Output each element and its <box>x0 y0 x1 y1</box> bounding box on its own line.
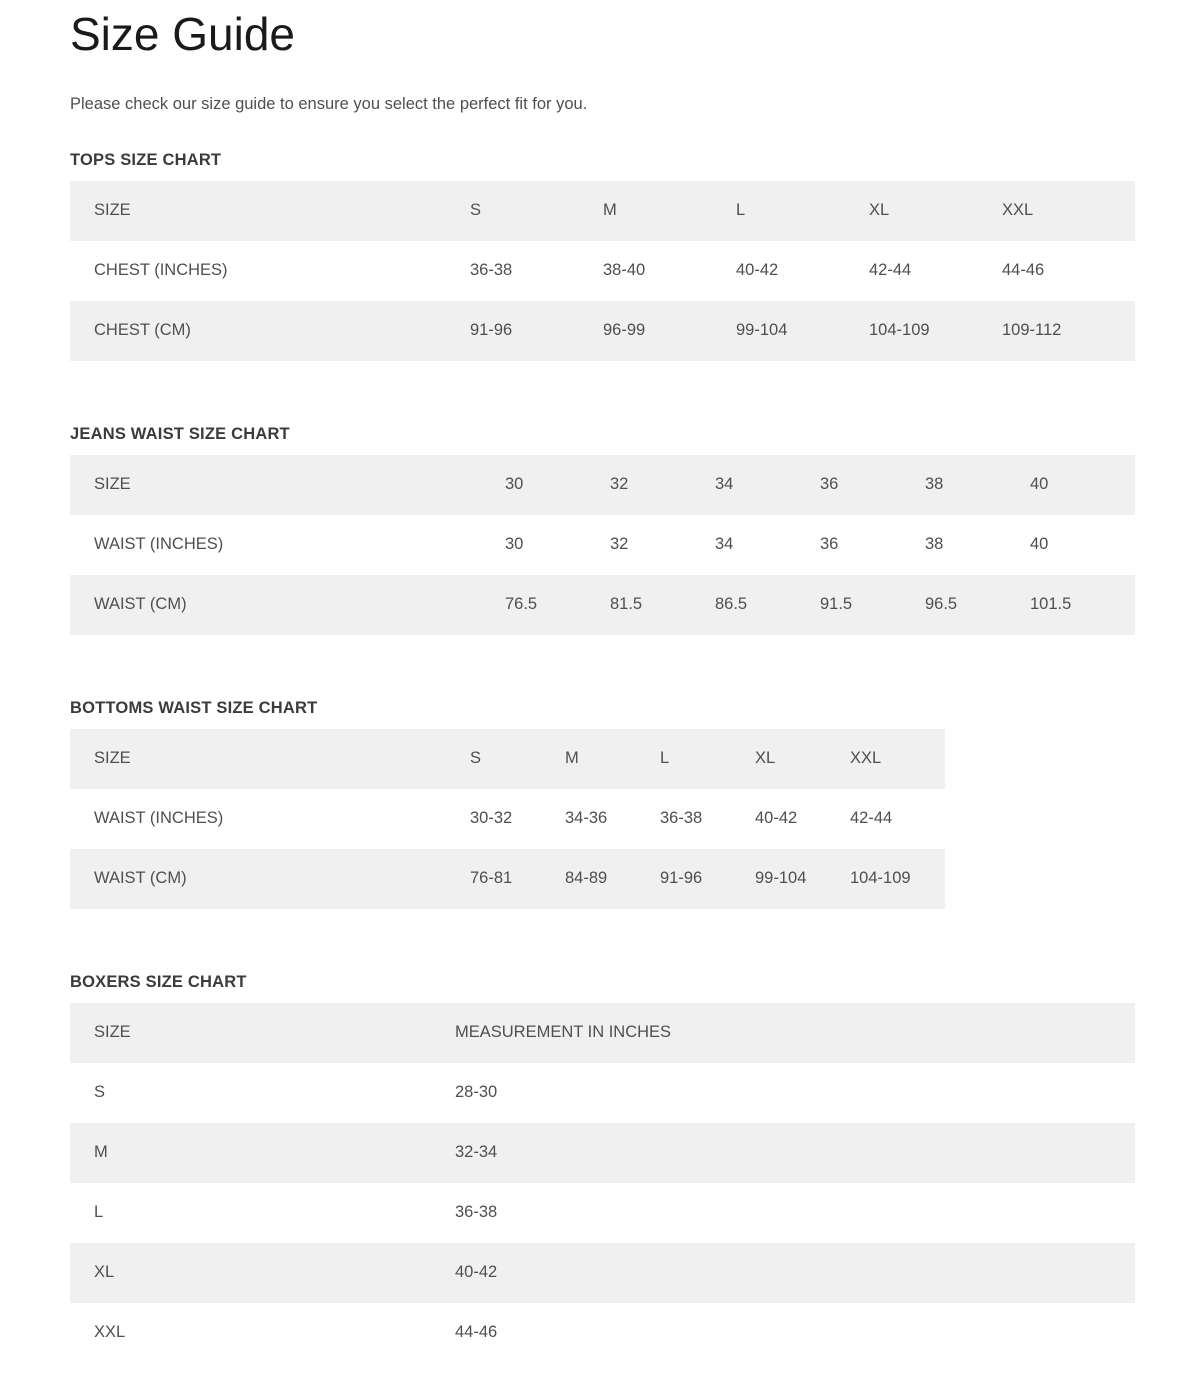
header-cell: MEASUREMENT IN INCHES <box>455 1023 672 1042</box>
header-cell: SIZE <box>94 475 131 494</box>
bottoms-section-title: BOTTOMS WAIST SIZE CHART <box>70 698 318 717</box>
value-cell: 81.5 <box>610 595 643 614</box>
table-row <box>70 849 945 909</box>
row-label-cell: M <box>94 1143 108 1162</box>
table-row <box>70 241 1135 301</box>
value-cell: 38 <box>925 535 944 554</box>
page-title: Size Guide <box>70 8 296 60</box>
row-label-cell: WAIST (CM) <box>94 869 187 888</box>
value-cell: 40 <box>1030 535 1049 554</box>
header-cell: XXL <box>850 749 882 768</box>
header-cell: 38 <box>925 475 944 494</box>
row-label-cell: XXL <box>94 1323 126 1342</box>
value-cell: 76.5 <box>505 595 538 614</box>
boxers-section-title: BOXERS SIZE CHART <box>70 972 247 991</box>
value-cell: 99-104 <box>755 869 807 888</box>
value-cell: 42-44 <box>869 261 912 280</box>
header-row <box>70 729 945 789</box>
header-cell: M <box>565 749 579 768</box>
boxers-size-chart-section <box>70 973 1135 1363</box>
header-cell: 40 <box>1030 475 1049 494</box>
row-label-cell: L <box>94 1203 104 1222</box>
row-label-cell: CHEST (INCHES) <box>94 261 228 280</box>
value-cell: 104-109 <box>869 321 930 340</box>
table-row <box>70 1243 1135 1303</box>
header-cell: S <box>470 201 482 220</box>
value-cell: 36 <box>820 535 839 554</box>
row-label-cell: S <box>94 1083 106 1102</box>
tops-size-chart-section <box>70 151 1135 361</box>
value-cell: 91.5 <box>820 595 853 614</box>
value-cell: 32-34 <box>455 1143 498 1162</box>
table-row <box>70 1303 1135 1363</box>
table-row <box>70 515 1135 575</box>
value-cell: 30-32 <box>470 809 513 828</box>
bottoms-waist-size-chart-section <box>70 699 1135 909</box>
header-cell: SIZE <box>94 1023 131 1042</box>
jeans-waist-size-chart-table <box>70 455 1135 635</box>
value-cell: 34-36 <box>565 809 608 828</box>
header-row <box>70 181 1135 241</box>
value-cell: 44-46 <box>1002 261 1045 280</box>
row-label-cell: WAIST (INCHES) <box>94 809 224 828</box>
header-row <box>70 455 1135 515</box>
value-cell: 40-42 <box>755 809 798 828</box>
value-cell: 36-38 <box>660 809 703 828</box>
header-cell: 32 <box>610 475 629 494</box>
value-cell: 42-44 <box>850 809 893 828</box>
value-cell: 32 <box>610 535 629 554</box>
value-cell: 76-81 <box>470 869 513 888</box>
header-cell: XL <box>869 201 890 220</box>
header-cell: XXL <box>1002 201 1034 220</box>
tops-section-title: TOPS SIZE CHART <box>70 150 222 169</box>
value-cell: 36-38 <box>455 1203 498 1222</box>
bottoms-waist-size-chart-table <box>70 729 945 909</box>
table-row <box>70 1183 1135 1243</box>
value-cell: 40-42 <box>736 261 779 280</box>
header-row <box>70 1003 1135 1063</box>
value-cell: 109-112 <box>1002 321 1062 340</box>
header-cell: 34 <box>715 475 734 494</box>
value-cell: 34 <box>715 535 734 554</box>
header-cell: SIZE <box>94 749 131 768</box>
header-cell: M <box>603 201 617 220</box>
jeans-waist-size-chart-section <box>70 425 1135 635</box>
jeans-section-title: JEANS WAIST SIZE CHART <box>70 424 290 443</box>
value-cell: 104-109 <box>850 869 911 888</box>
table-row <box>70 1063 1135 1123</box>
row-label-cell: WAIST (INCHES) <box>94 535 224 554</box>
row-label-cell: CHEST (CM) <box>94 321 191 340</box>
tops-size-chart-table <box>70 181 1135 361</box>
value-cell: 101.5 <box>1030 595 1072 614</box>
value-cell: 40-42 <box>455 1263 498 1282</box>
page-subtitle: Please check our size guide to ensure you select the perfect fit for you. <box>70 94 588 113</box>
table-row <box>70 301 1135 361</box>
header-cell: XL <box>755 749 776 768</box>
value-cell: 30 <box>505 535 524 554</box>
header-cell: L <box>660 749 670 768</box>
table-row <box>70 1123 1135 1183</box>
value-cell: 91-96 <box>660 869 703 888</box>
value-cell: 38-40 <box>603 261 646 280</box>
value-cell: 44-46 <box>455 1323 498 1342</box>
header-cell: SIZE <box>94 201 131 220</box>
header-cell: 30 <box>505 475 524 494</box>
value-cell: 96-99 <box>603 321 646 340</box>
header-cell: 36 <box>820 475 839 494</box>
header-cell: S <box>470 749 482 768</box>
value-cell: 84-89 <box>565 869 608 888</box>
header-cell: L <box>736 201 746 220</box>
value-cell: 91-96 <box>470 321 513 340</box>
value-cell: 86.5 <box>715 595 748 614</box>
value-cell: 28-30 <box>455 1083 498 1102</box>
table-row <box>70 789 945 849</box>
value-cell: 99-104 <box>736 321 788 340</box>
boxers-size-chart-table <box>70 1003 1135 1363</box>
value-cell: 36-38 <box>470 261 513 280</box>
value-cell: 96.5 <box>925 595 958 614</box>
row-label-cell: XL <box>94 1263 115 1282</box>
row-label-cell: WAIST (CM) <box>94 595 187 614</box>
table-row <box>70 575 1135 635</box>
